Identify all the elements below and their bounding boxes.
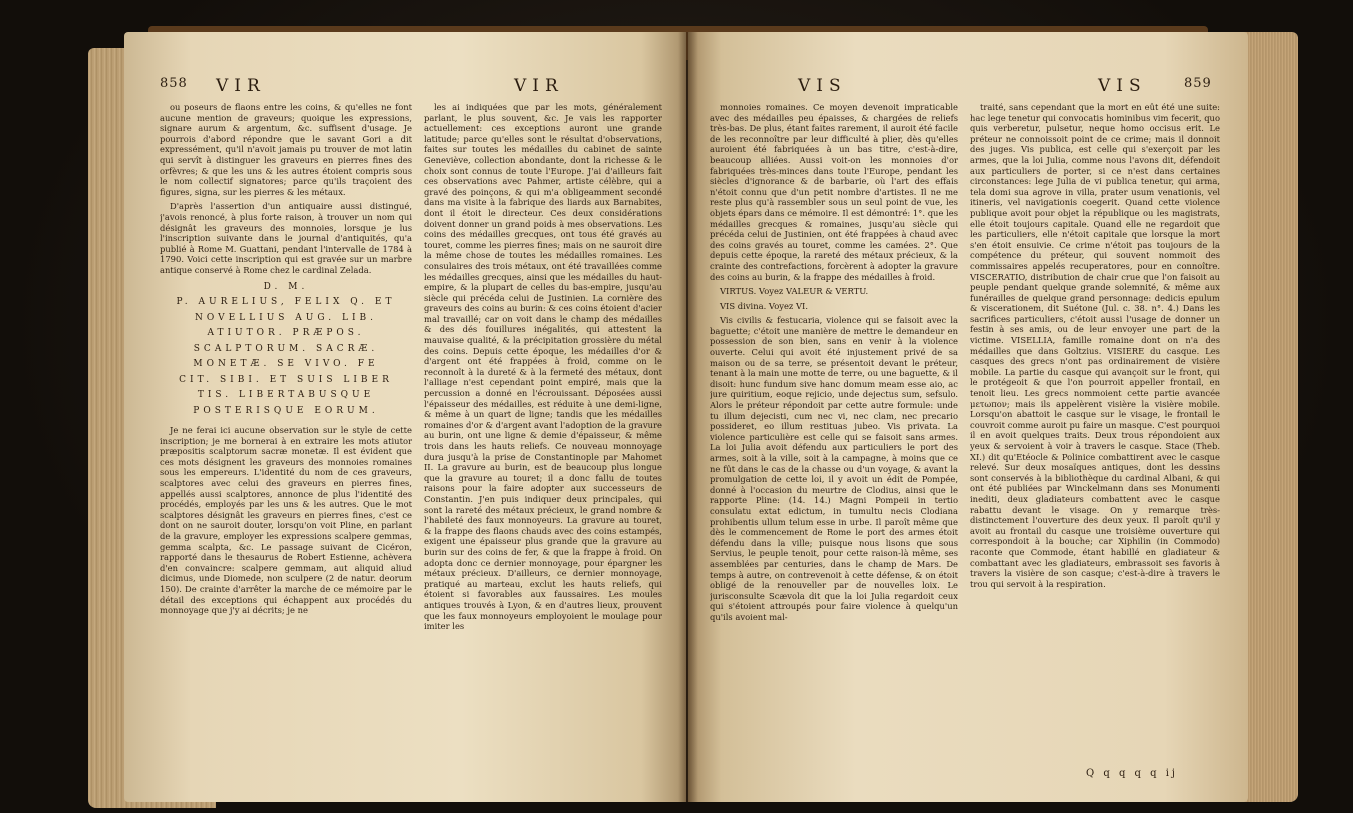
right-page-column-2	[970, 102, 1220, 762]
right-page-header	[688, 76, 1248, 96]
paragraph: Je ne ferai ici aucune observation sur le style de cette inscription; je me bornerai à en extraire les mots atiutor præpositis scalptorum sacræ monetæ. Il est évident que ces mots désignent les graveurs des monnoies romaines sous les empereurs. L'identité du nom de ces graveurs, scalptores avec celui des graveurs en pierres fines, appellés aussi scalptores, annonce de plus l'identité des procédés, employés par les uns & les autres. Que le mot scalptores désignât les graveurs en pierres fines, c'est ce dont on ne sauroit douter, lorsqu'on voit Pline, en parlant de la gravure, employer les expressions scalpere gemmas, gemma scalpta, &c. Le passage suivant de Cicéron, rapporté dans le thesaurus de Robert Estienne, achèvera d'en convaincre: scalpere gemmam, aut aliquid aliud dicimus, unde Diomede, non sculpere (2 de natur. deorum 150). De crainte d'arrêter la marche de ce mémoire par le détail des exceptions qui échappent aux procédés du monnoyage que j'y ai décrits; je ne	[160, 425, 412, 616]
page-number: 859	[1184, 76, 1212, 91]
paragraph: D'après l'assertion d'un antiquaire aussi distingué, j'avois renoncé, à plus forte raison, à trouver un nom qui désignât les graveurs des monnoies, lorsque je lus l'inscription suivante dans le journal d'antiquités, qu'a publié à Rome M. Guattani, pendant l'intervalle de 1784 à 1790. Voici cette inscription qui est gravée sur un marbre antique conservé à Rome chez le cardinal Zelada.	[160, 201, 412, 275]
inscription-line: CIT. SIBI. ET SUIS LIBER	[179, 374, 393, 385]
entry-virtus: VIRTUS. Voyez VALEUR & VERTU.	[720, 286, 869, 297]
left-page-column-2	[424, 102, 662, 792]
running-head: VIS	[798, 76, 847, 96]
inscription-line: SCALPTORUM. SACRÆ.	[193, 343, 379, 354]
signature-mark: Q q q q q ij	[1086, 768, 1178, 779]
inscription-line: D. M.	[263, 281, 309, 292]
paragraph: ou poseurs de flaons entre les coins, & qu'elles ne font aucune mention de graveurs; quoique les expressions, signare aurum & argentum, &c. suffisent d'usage. Je pourrois d'abord répondre que le savant Gori a dit expressément, qu'il n'avoit jamais pu trouver de mot latin qui servît à distinguer les graveurs en pierres fines des orfèvres; & que les uns & les autres étoient compris sous le nom collectif signatores; parce qu'ils traçoient des figures, signa, sur les pierres & les métaux.	[160, 102, 412, 197]
book-gutter	[678, 32, 698, 802]
right-page-edges	[1242, 32, 1298, 802]
left-page-column-1	[160, 102, 412, 792]
page-number: 858	[160, 76, 188, 91]
paragraph: monnoies romaines. Ce moyen devenoit impraticable avec des médailles peu épaisses, & chargées de reliefs très-bas. De plus, étant faites rarement, il auroit été facile de les reconnoître par leur difficulté à plier, dès qu'elles auroient été fabriquées à un bas titre, c'est-à-dire, beaucoup alliées. Aussi voit-on les monnoies d'or fabriquées très-minces dans toute l'Europe, pendant les siècles d'ignorance & de barbarie, où l'art des effais n'étoit connu que d'un petit nombre d'artistes. Il ne me reste plus qu'à rassembler sous un seul point de vue, les objets épars dans ce mémoire. Il est démontré: 1°. que les médailles grecques & romaines, jusqu'au siècle qui précéda celui de Justinien, ont été frappées à chaud avec des coins gravés au touret, comme les camées. 2°. Que depuis cette époque, la rareté des métaux précieux, & la crainte des contrefactions, forcèrent à adopter la gravure des coins au burin, & la frappe des médailles à froid.	[710, 102, 958, 282]
running-head: VIR	[216, 76, 266, 96]
inscription-line: ATIUTOR. PRÆPOS.	[207, 328, 365, 338]
left-page-header	[124, 76, 686, 96]
running-head: VIS	[1098, 76, 1147, 96]
inscription-line: TIS. LIBERTABUSQUE	[197, 390, 375, 400]
open-book	[88, 18, 1298, 808]
paragraph: traité, sans cependant que la mort en eût été une suite: hac lege tenetur qui convocatis hominibus vim fecerit, quo quis verberetur, pulsetur, neque homo occisus erit. Le préteur ne connoissoit point de ce crime; mais il donnoit des juges. Vis publica, est celle qui s'exerçoit par les armes, que la loi Julia, comme nous l'avons dit, défendoit aux particuliers de porter, si ce n'est dans certaines circonstances: lege Julia de vi publica tenetur, qui arma, tela domi sua agrove in villa, prater usum venationis, vel itineris, vel navigationis coegerit. Quand cette violence publique avoit pour objet la république ou les magistrats, elle étoit toujours capitale. Quand elle ne regardoit que les particuliers, elle n'étoit capitale que lorsque la mort s'en étoit ensuivie. Ce crime n'étoit pas toujours de la compétence du préteur, qui souvent nommoit des commissaires appelés recuperatores, pour en connoître. VISCERATIO, distribution de chair crue que l'on faisoit au peuple pendant quelque grande solemnité, & même aux funérailles de quelque grand personnage: dedicis epulum & viscerationem, dit Suétone (Jul. c. 38. n°. 4.) Dans les sacrifices particuliers, c'étoit aussi l'usage de donner un festin à ses amis, ou de leur envoyer une part de la victime. VISELLIA, famille romaine dont on n'a des médailles que dans Goltzius. VISIERE du casque. Les casques des grecs n'ont pas ordinairement de visière mobile. La partie du casque qui avançoit sur le front, qui le protégeoit & que l'on pourroit appeller frontail, en tenoit lieu. Les grecs nommoient cette partie avancée μετωπον; mais ils appelèrent visière la visière mobile. Lorsqu'on abattoit le casque sur le visage, le frontail le couvroit comme auroit pu faire un masque. C'est pourquoi il en avoit quelques traits. Deux trous répondoient aux yeux & servoient à voir à travers le casque. Stace (Theb. XI.) dit qu'Etéocle & Polinice combattirent avec le casque relevé. Sur deux mosaïques antiques, dont les dessins sont conservés à la bibliothèque du cardinal Albani, & qui ont été publiées par Winckelmann dans ses Monumenti inediti, deux gladiateurs combattent avec le casque rabattu devant le visage. On y remarque très-distinctement l'ouverture des deux yeux. Il paroît qu'il y avoit au frontail du casque une troisième ouverture qui correspondoit à la bouche; car Xiphilin (in Commodo) raconte que Commode, étant habillé en gladiateur & combattant avec les gladiateurs, embrassoit ses favoris à travers la visière de son casque; c'est-à-dire à travers le trou qui servoit à la respiration.	[970, 102, 1220, 589]
right-page-column-1	[710, 102, 958, 792]
inscription-line: NOVELLIUS AUG. LIB.	[195, 312, 377, 323]
inscription-line: POSTERISQUE EORUM.	[193, 405, 379, 416]
entry-vis-divina: VIS divina. Voyez VI.	[720, 300, 809, 311]
right-page	[688, 32, 1248, 802]
inscription-line: MONETÆ. SE VIVO. FE	[193, 359, 379, 369]
running-head: VIR	[514, 76, 564, 96]
inscription-line: P. AURELIUS, FELIX Q. ET	[176, 297, 396, 307]
inscription	[160, 280, 412, 420]
paragraph: les ai indiquées que par les mots, généralement parlant, le plus souvent, &c. Je vais les rapporter actuellement: ces exceptions auront une grande latitude; parce qu'elles sont le résultat d'observations, faites sur toutes les médailles du cabinet de sainte Geneviève, collection abondante, dont la richesse & le choix sont connus de toute l'Europe. J'ai d'ailleurs fait ces observations avec Pahmer, artiste célèbre, qui a gravé des poinçons, & qui m'a obligeamment secondé dans ma visite à la fabrique des liards aux Barnabites, dont il étoit le directeur. Ces deux considérations doivent donner un grand poids à mes observations. Les coins des médailles grecques, ont tous été gravés au touret, comme les pierres fines; mais on ne sauroit dire la même chose de toutes les médailles romaines. Les consulaires des trois métaux, ont été travaillées comme les médailles grecques, ainsi que les médailles du haut-empire, & la plupart de celles du bas-empire, jusqu'au siècle qui précéda celui de Justinien. La cornière des graveurs des coins au burin: & ces coins étoient d'acier mal travaillé; car on voit dans le champ des médailles & des dés fouillures inégalités, qui attestent la mauvaise qualité, & la précipitation grossière du métal des coins. Depuis cette époque, les médailles d'or & d'argent ont été frappées à froid, comme on le reconnoît à la dureté & à la fermeté des métaux, dont l'alliage n'est cependant point empiré, mais que la percussion a donné en l'écrouissant. Déposées aussi l'épaisseur des médailles, est réduite à une demi-ligne, & même à un quart de ligne; tandis que les médailles romaines d'or & d'argent avant l'adoption de la gravure au burin, ont une ligne & demie d'épaisseur, & même trois dans les hauts reliefs. Ce nouveau monnoyage dura jusqu'à la prise de Constantinople par Mahomet II. La gravure au burin, est de beaucoup plus longue que la gravure au touret; il a donc fallu de toutes raisons pour la faire adopter aux successeurs de Constantin. J'en puis indiquer deux principales, qui sont la rareté des métaux précieux, le grand nombre & l'habileté des faux monnoyeurs. La gravure au touret, & la frappe des flaons chauds avec des coins estampés, exigent une épaisseur plus grande que la gravure au burin sur des coins de fer, & que la frappe à froid. On adopta donc ce dernier monnoyage, pour épargner les métaux précieux. D'ailleurs, ce dernier monnoyage, pratiqué au marteau, exclut les hauts reliefs, qui étoient si favorables aux faussaires. Les moules antiques trouvés à Lyon, & en d'autres lieux, prouvent que les faux monnoyeurs employoient le moulage pour imiter les	[424, 102, 662, 632]
left-page	[124, 32, 686, 802]
paragraph: Vis civilis & festucaria, violence qui se faisoit avec la baguette; c'étoit une manière de mettre le demandeur en possession de son bien, sans en venir à la violence ouverte. Celui qui avoit été injustement privé de sa maison ou de sa terre, se présentoit devant le préteur, tenant à la main une motte de terre, ou une baguette, & il disoit: hunc fundum sive hanc domum meam esse aio, ac jure quiritium, eoque rejicio, unde dejectus sum, sefsulo. Alors le préteur répondoit par cette autre formule: unde tu illum dejecisti, cum nec vi, nec clam, nec precario possideret, eo illum restituas jubeo. Vis privata. La violence particulière est celle qui se faisoit sans armes. La loi Julia avoit défendu aux particuliers le port des armes, soit à la ville, soit à la campagne, à moins que ce ne fût dans le cas de la chasse ou d'un voyage, & avant la promulgation de cette loi, il y avoit un édit de Pompée, donné à l'occasion du meurtre de Clodius, ainsi que le rapporte Pline: (14. 14.) Magni Pompeii in tertio consulatu extat edictum, in tumultu necis Clodiana prohibentis ullum telum esse in urbe. Il paroît même que dès le commencement de Rome le port des armes étoit défendu dans la ville; puisque nous lisons que sous Servius, le peuple tenoit, pour cette raison-là même, ses assemblées par centuries, dans le champ de Mars. De temps à autre, on contrevenoit à cette défense, & on étoit obligé de la renouveller par de nouvelles loix. Le jurisconsulte Scævola dit que la loi Julia regardoit ceux qui s'étoient attroupés pour faire violence à quelqu'un qu'ils avoient mal-	[710, 315, 958, 622]
